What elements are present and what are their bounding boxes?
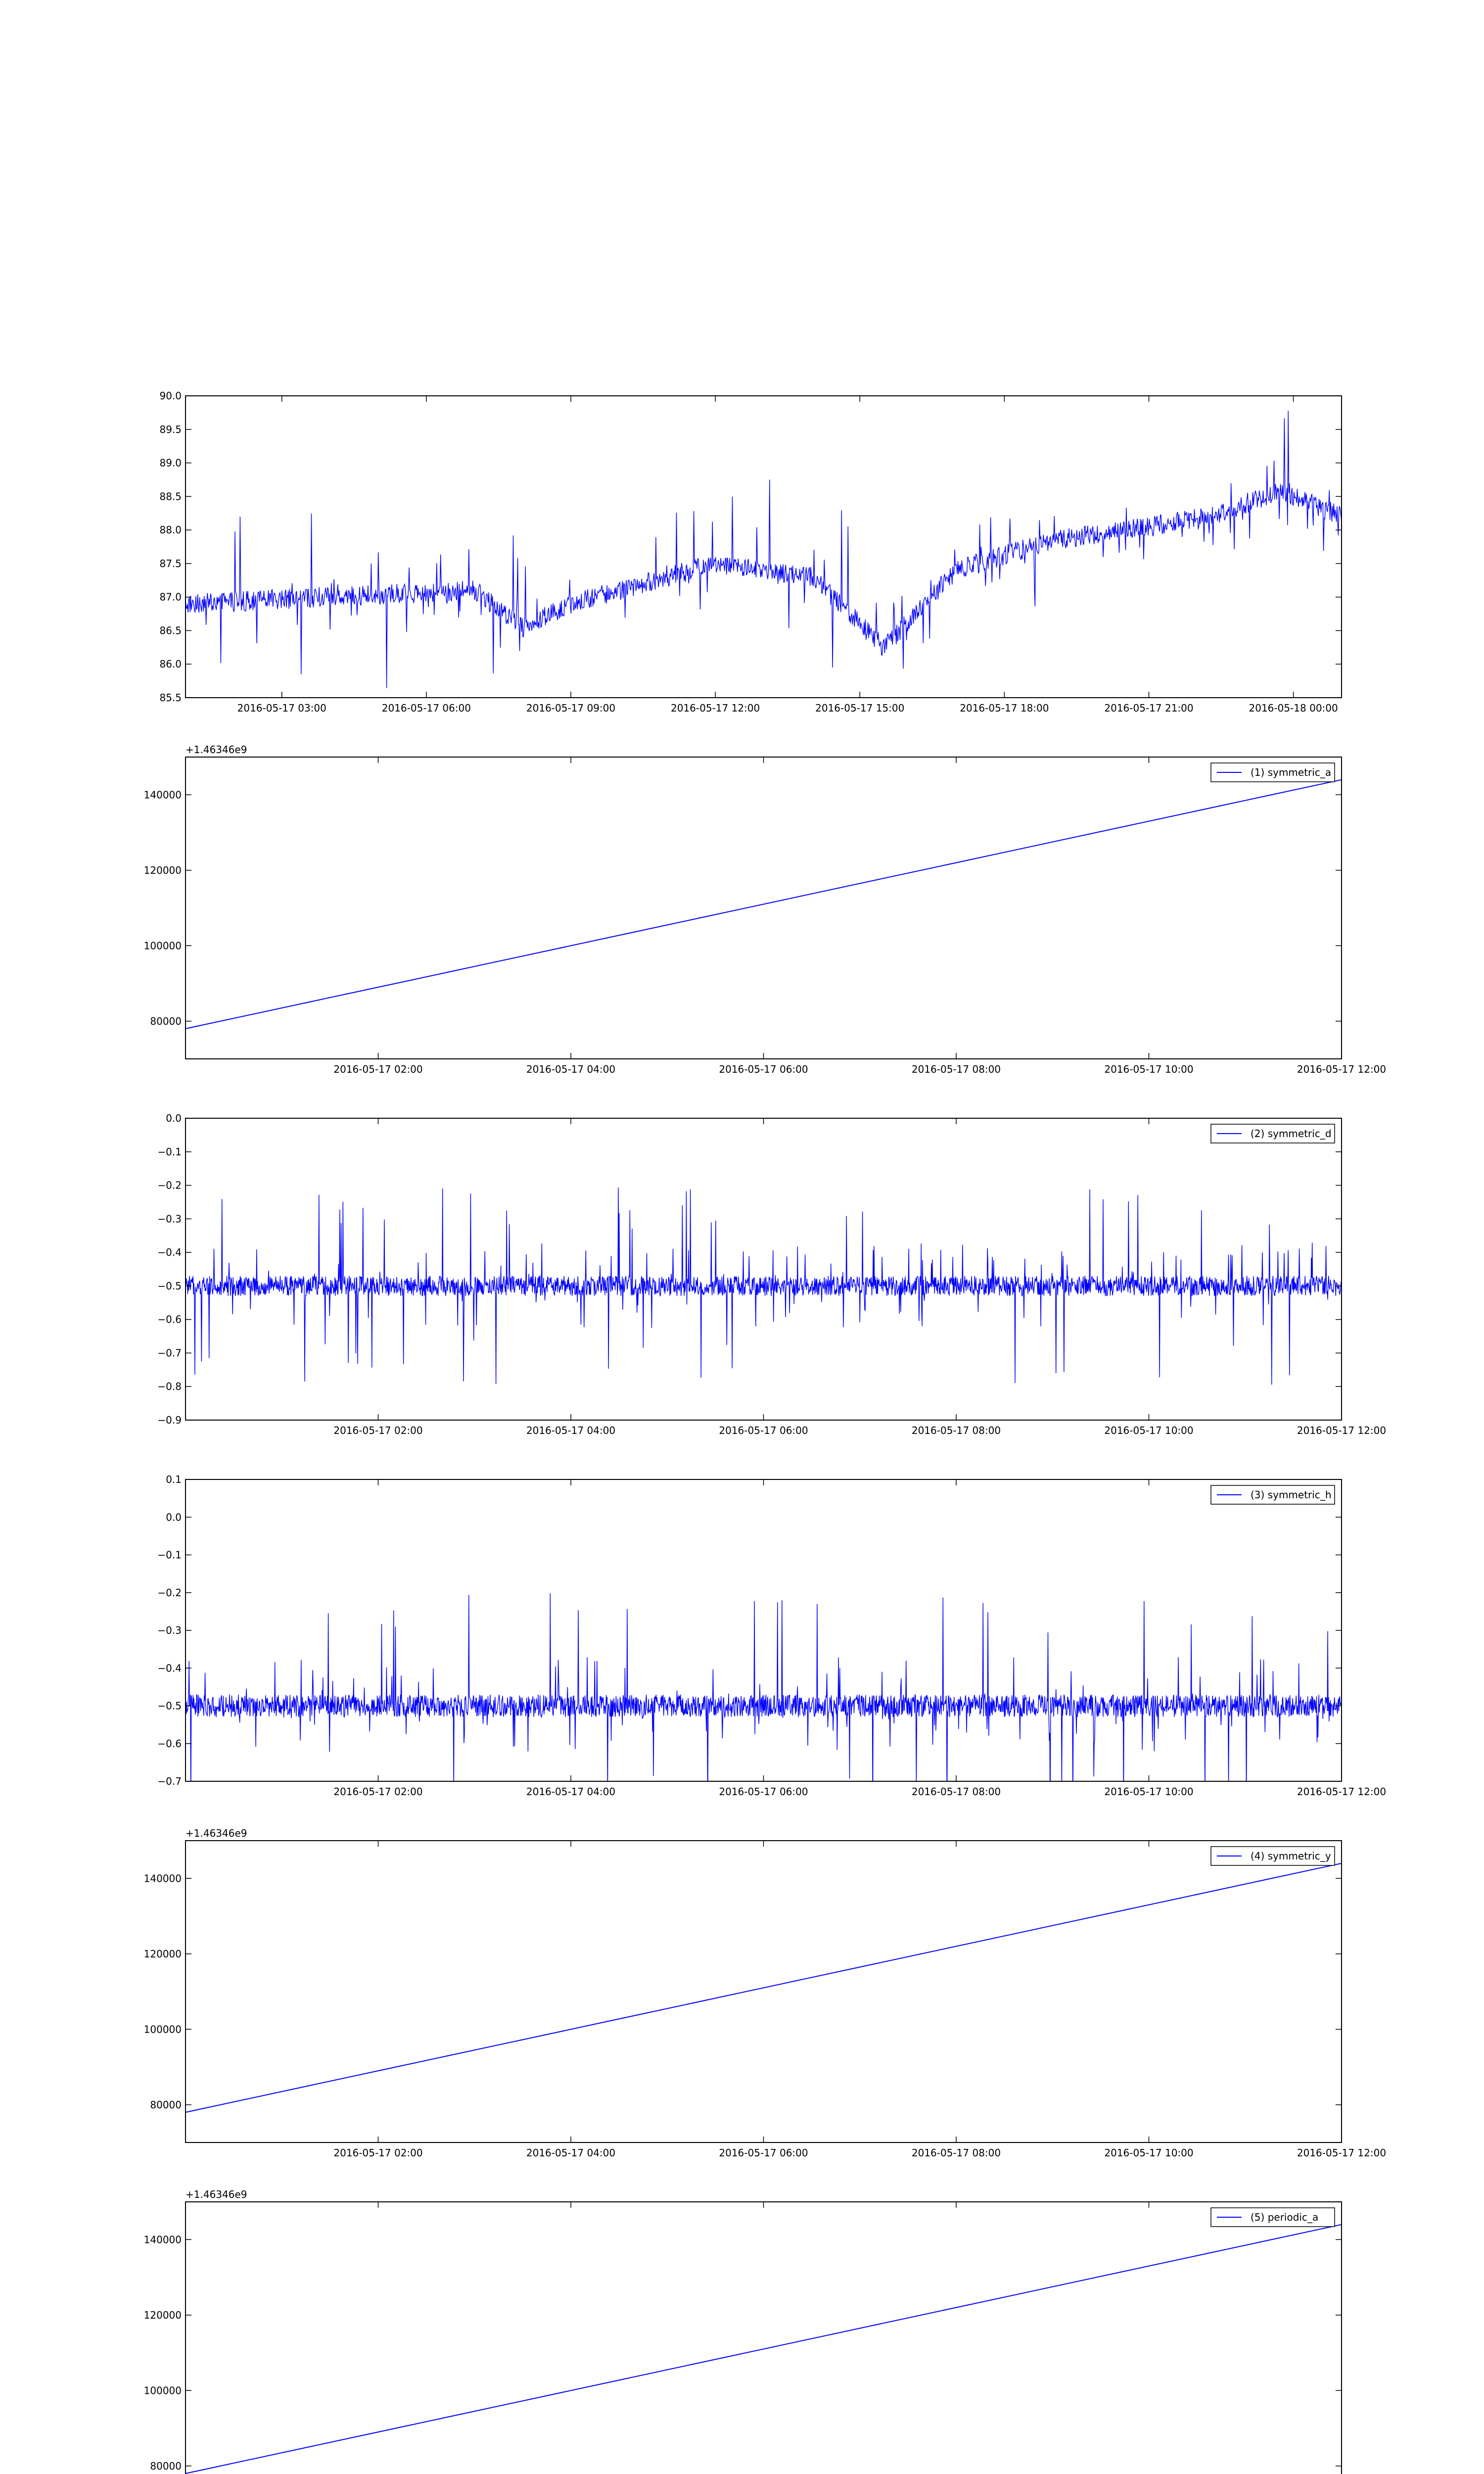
x-tick-label: 2016-05-17 10:00 — [1104, 1786, 1194, 1798]
axes-frame — [186, 2202, 1342, 2474]
chart-panel-2 — [144, 744, 1386, 1075]
y-tick-label: 80000 — [150, 2460, 182, 2472]
x-tick-label: 2016-05-17 02:00 — [333, 1425, 423, 1436]
legend-label: (4) symmetric_y — [1251, 1850, 1331, 1862]
y-tick-label: −0.5 — [157, 1280, 182, 1292]
legend — [1211, 1485, 1335, 1504]
x-tick-label: 2016-05-17 06:00 — [719, 1063, 808, 1075]
legend-label: (2) symmetric_d — [1251, 1128, 1332, 1140]
legend-label: (3) symmetric_h — [1251, 1489, 1332, 1501]
y-tick-label: −0.9 — [157, 1414, 182, 1426]
x-tick-label: 2016-05-17 08:00 — [911, 2147, 1001, 2159]
x-tick-label: 2016-05-17 02:00 — [333, 1063, 423, 1075]
x-tick-label: 2016-05-17 04:00 — [526, 1425, 616, 1436]
x-tick-label: 2016-05-17 12:00 — [1297, 2147, 1387, 2159]
x-tick-label: 2016-05-18 00:00 — [1249, 702, 1338, 714]
x-tick-label: 2016-05-17 02:00 — [333, 1786, 423, 1798]
x-tick-label: 2016-05-17 06:00 — [381, 702, 471, 714]
y-tick-label: 0.0 — [166, 1511, 182, 1523]
axes-frame — [186, 1841, 1342, 2142]
legend — [1211, 2208, 1335, 2227]
y-tick-label: 80000 — [150, 1015, 182, 1027]
x-tick-label: 2016-05-17 18:00 — [960, 702, 1049, 714]
y-tick-label: 100000 — [143, 2023, 182, 2036]
y-tick-label: −0.3 — [157, 1624, 182, 1636]
y-tick-label: 85.5 — [159, 692, 182, 704]
x-tick-label: 2016-05-17 04:00 — [526, 1786, 616, 1798]
y-tick-label: 80000 — [150, 2098, 182, 2111]
y-tick-label: 0.0 — [166, 1112, 182, 1124]
y-tick-label: 0.1 — [166, 1474, 182, 1485]
x-tick-label: 2016-05-17 08:00 — [911, 1063, 1001, 1075]
y-tick-label: 87.5 — [159, 557, 182, 570]
y-offset-label: +1.46346e9 — [186, 1827, 247, 1839]
y-tick-label: −0.4 — [157, 1246, 182, 1259]
y-tick-label: −0.5 — [157, 1700, 182, 1712]
axes-frame — [186, 1479, 1342, 1781]
y-tick-label: 100000 — [143, 2384, 182, 2397]
y-offset-label: +1.46346e9 — [186, 744, 247, 756]
y-tick-label: −0.7 — [157, 1775, 182, 1787]
x-tick-label: 2016-05-17 06:00 — [719, 1425, 808, 1436]
x-tick-label: 2016-05-17 21:00 — [1104, 702, 1194, 714]
y-tick-label: 88.0 — [159, 524, 182, 536]
axes-frame — [186, 1118, 1342, 1420]
y-tick-label: 88.5 — [159, 490, 182, 503]
chart-panel-4 — [157, 1474, 1386, 1819]
x-tick-label: 2016-05-17 09:00 — [526, 702, 616, 714]
y-tick-label: −0.4 — [157, 1662, 182, 1674]
x-tick-label: 2016-05-17 12:00 — [1297, 1425, 1387, 1436]
y-tick-label: −0.2 — [157, 1586, 182, 1599]
y-tick-label: 120000 — [143, 864, 182, 876]
y-tick-label: 86.0 — [159, 658, 182, 670]
y-tick-label: −0.2 — [157, 1179, 182, 1191]
y-offset-label: +1.46346e9 — [186, 2189, 247, 2200]
y-tick-label: −0.8 — [157, 1380, 182, 1393]
x-tick-label: 2016-05-17 12:00 — [1297, 1063, 1387, 1075]
legend-label: (5) periodic_a — [1251, 2211, 1319, 2223]
series-line-1 — [186, 780, 1342, 1029]
x-tick-label: 2016-05-17 03:00 — [237, 702, 326, 714]
y-tick-label: −0.1 — [157, 1145, 182, 1158]
series-line-1 — [186, 1188, 1342, 1385]
x-tick-label: 2016-05-17 06:00 — [719, 1786, 808, 1798]
y-tick-label: 86.5 — [159, 624, 182, 637]
chart-panel-6 — [144, 2189, 1386, 2474]
chart-panel-1 — [159, 390, 1342, 714]
y-tick-label: 140000 — [143, 2234, 182, 2246]
series-line-1 — [186, 411, 1342, 688]
x-tick-label: 2016-05-17 10:00 — [1104, 1425, 1194, 1436]
legend — [1211, 1847, 1335, 1865]
y-tick-label: −0.1 — [157, 1549, 182, 1561]
y-tick-label: 100000 — [143, 940, 182, 952]
y-tick-label: 120000 — [143, 1948, 182, 1960]
x-tick-label: 2016-05-17 12:00 — [671, 702, 760, 714]
x-tick-label: 2016-05-17 06:00 — [719, 2147, 808, 2159]
legend — [1211, 763, 1335, 782]
chart-panel-3 — [157, 1112, 1386, 1436]
axes-frame — [186, 757, 1342, 1059]
series-line-1 — [186, 2225, 1342, 2474]
y-tick-label: 90.0 — [159, 390, 182, 402]
series-line-1 — [186, 1593, 1342, 1819]
axes-frame — [186, 396, 1342, 698]
x-tick-label: 2016-05-17 08:00 — [911, 1425, 1001, 1436]
x-tick-label: 2016-05-17 12:00 — [1297, 1786, 1387, 1798]
y-tick-label: 140000 — [143, 1872, 182, 1885]
legend — [1211, 1124, 1335, 1143]
y-tick-label: 140000 — [143, 789, 182, 801]
x-tick-label: 2016-05-17 02:00 — [333, 2147, 423, 2159]
y-tick-label: 89.0 — [159, 457, 182, 469]
y-tick-label: −0.7 — [157, 1347, 182, 1359]
chart-panel-5 — [144, 1827, 1386, 2159]
x-tick-label: 2016-05-17 15:00 — [815, 702, 905, 714]
y-tick-label: 89.5 — [159, 423, 182, 435]
x-tick-label: 2016-05-17 04:00 — [526, 2147, 616, 2159]
y-tick-label: 87.0 — [159, 591, 182, 603]
x-tick-label: 2016-05-17 08:00 — [911, 1786, 1001, 1798]
x-tick-label: 2016-05-17 10:00 — [1104, 2147, 1194, 2159]
x-tick-label: 2016-05-17 04:00 — [526, 1063, 616, 1075]
y-tick-label: −0.6 — [157, 1737, 182, 1750]
y-tick-label: −0.6 — [157, 1313, 182, 1326]
series-line-1 — [186, 1863, 1342, 2112]
y-tick-label: 120000 — [143, 2309, 182, 2321]
y-tick-label: −0.3 — [157, 1213, 182, 1225]
x-tick-label: 2016-05-17 10:00 — [1104, 1063, 1194, 1075]
legend-label: (1) symmetric_a — [1251, 766, 1332, 778]
